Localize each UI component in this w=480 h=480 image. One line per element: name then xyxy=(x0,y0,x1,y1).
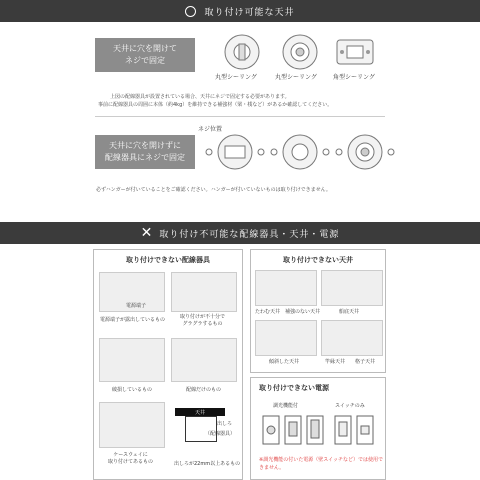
round-ceiling-icon xyxy=(222,32,262,72)
bottom-header xyxy=(0,222,480,244)
item-label-4: 配線だけのもの xyxy=(186,387,222,393)
left-panel-title: 取り付けできない配線器具 xyxy=(126,256,210,264)
power-label-dimmer: 調光機能付 xyxy=(273,403,299,409)
ceiling-item-5: 竿縁天井 xyxy=(325,359,346,365)
item-label-1: 電源端子が露出しているもの xyxy=(100,317,166,323)
hanger-1 xyxy=(205,132,265,172)
ceiling-square xyxy=(335,38,375,66)
ceiling-round-2 xyxy=(280,32,320,72)
divider xyxy=(95,116,385,117)
left-panel xyxy=(93,249,243,480)
power-note: ※調光機能の付いた電源（壁スイッチなど）では使用できません。 xyxy=(259,457,383,471)
illust-broken xyxy=(99,338,165,382)
item-label-6: 出しろが22mm以上あるもの xyxy=(174,461,241,467)
note-1: 上図の配線器具が設置されている場合、天井にネジで固定する必要があります。 xyxy=(110,94,290,100)
deshiro-label: 出しろ xyxy=(217,421,233,427)
ceiling-item-2: 補強のない天井 xyxy=(285,309,321,315)
top-header xyxy=(0,0,480,22)
ceiling-label-2: 丸型シーリング xyxy=(275,74,317,81)
box-no-drill: 天井に穴を開けずに 配線器具にネジで固定 xyxy=(95,135,195,169)
circle-icon xyxy=(185,6,196,17)
ceiling-bar: 天井 xyxy=(175,408,225,416)
hanger-3 xyxy=(335,132,395,172)
right-panel-title: 取り付けできない天井 xyxy=(283,256,353,264)
note-3: 必ずハンガーが付いていることをご確認ください。ハンガーが付いていないものは取り付けできません。 xyxy=(96,187,331,193)
power-panel-title: 取り付けできない電源 xyxy=(259,384,329,392)
illust-sagging xyxy=(255,270,317,306)
ceiling-label-1: 丸型シーリング xyxy=(215,74,257,81)
hanger-ceiling-icon xyxy=(335,132,395,172)
ceiling-item-3: 船底天井 xyxy=(339,309,360,315)
ceiling-item-1: たわむ天井 xyxy=(255,309,281,315)
hanger-ceiling-icon xyxy=(205,132,265,172)
dimmer-switches xyxy=(261,414,381,454)
note-2: 事前に配線器具の周囲に本体（約4kg）を維持できる補強材（梁・桟など）があるか確認してください。 xyxy=(98,102,333,108)
switch-plates-icon xyxy=(261,414,381,450)
illust-caseway xyxy=(99,402,165,448)
ceiling-item-6: 格子天井 xyxy=(355,359,376,365)
wiring-box xyxy=(185,416,217,442)
illust-sloped xyxy=(255,320,317,356)
illust-wire-only xyxy=(171,338,237,382)
bottom-section xyxy=(0,222,480,480)
square-ceiling-icon xyxy=(335,38,375,66)
screw-position-label: ネジ位置 xyxy=(198,126,223,133)
box-drill: 天井に穴を開けて ネジで固定 xyxy=(95,38,195,72)
item-label-2: 取り付けが不十分で グラグラするもの xyxy=(180,314,226,327)
illust-protrusion xyxy=(171,402,237,448)
item-label-3: 破損しているもの xyxy=(112,387,153,393)
ceiling-item-4: 傾斜した天井 xyxy=(269,359,300,365)
exposed-terminal-tag: 電源端子 xyxy=(126,303,147,309)
ceiling-label-3: 角型シーリング xyxy=(333,74,375,81)
ceiling-round-1 xyxy=(222,32,262,72)
bottom-header-text: 取り付け不可能な配線器具・天井・電源 xyxy=(159,229,340,240)
close-icon: ✕ xyxy=(140,225,154,241)
right-panel-ceiling xyxy=(250,249,386,373)
hanger-ceiling-icon xyxy=(270,132,330,172)
top-header-text: 取り付け可能な天井 xyxy=(204,7,295,18)
item-label-5: ケースウェイに 取り付けてあるもの xyxy=(108,452,154,465)
illust-lattice xyxy=(321,320,383,356)
round-ceiling-icon xyxy=(280,32,320,72)
right-panel-power xyxy=(250,377,386,480)
illust-loose xyxy=(171,272,237,312)
top-section xyxy=(0,0,480,210)
power-label-switch: スイッチのみ xyxy=(335,403,365,409)
haisen-label: （配線器具） xyxy=(205,431,236,437)
illust-ship-bottom xyxy=(321,270,383,306)
hanger-2 xyxy=(270,132,330,172)
